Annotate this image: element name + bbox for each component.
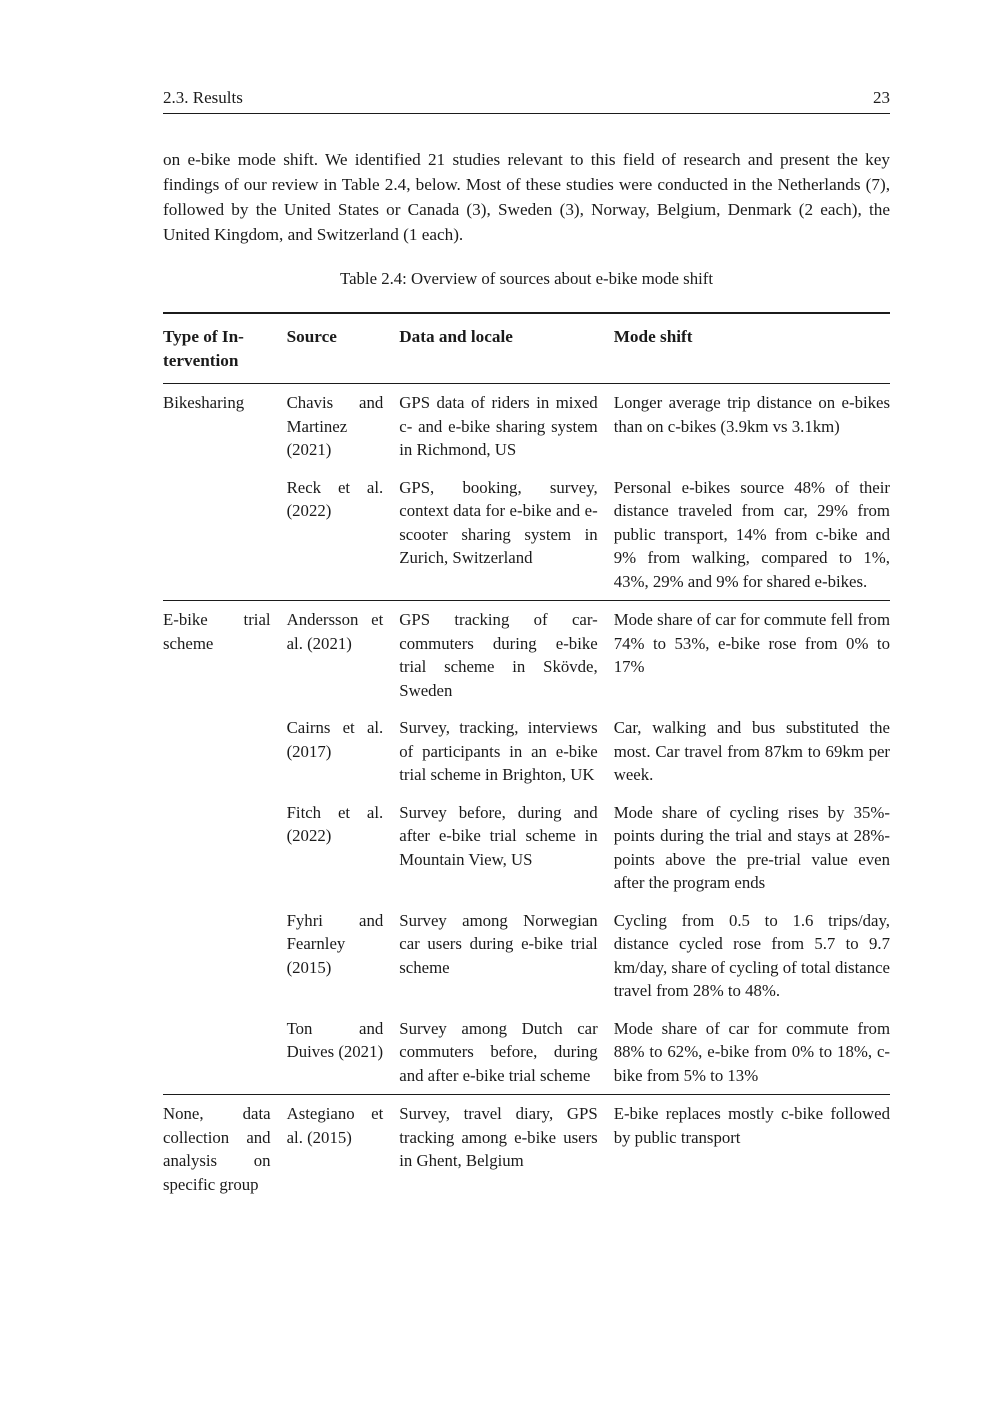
cell-source: Astegiano et al. (2015) — [286, 1104, 384, 1147]
body-paragraph: on e-bike mode shift. We identified 21 studies relevant to this field of research and present the key findings of our review in Table 2.4, below. Most of these studies were conducted in the Netherlands (7), followed by the United States or Canada (3), Sweden (3), Norway, Belgium, Denmark (2 each), the United Kingdom, and Switzerland (1 each). — [163, 150, 890, 244]
cell-source: Andersson et al. (2021) — [286, 610, 384, 653]
cell-data-locale: GPS tracking of car-commuters during e-bike trial scheme in Skövde, Sweden — [399, 610, 598, 700]
header-row — [163, 313, 890, 384]
cell-mode-shift: Longer average trip distance on e-bikes than on c-bikes (3.9km vs 3.1km) — [613, 393, 890, 436]
running-head — [163, 88, 890, 114]
column-header-intervention: Type of In-tervention — [163, 327, 244, 370]
group-none-specific — [163, 1095, 890, 1204]
cell-data-locale: Survey among Norwegian car users during e-bike trial scheme — [399, 910, 598, 977]
section-title: 2.3. Results — [163, 88, 243, 107]
table-row — [163, 601, 890, 710]
table-header — [163, 313, 890, 384]
group-bikesharing — [163, 384, 890, 601]
cell-data-locale: Survey among Dutch car commuters before, during and after e-bike trial scheme — [399, 1018, 598, 1085]
column-header-data-locale: Data and locale — [399, 327, 513, 346]
cell-mode-shift: Mode share of car for commute fell from 74% to 53%, e-bike rose from 0% to 17% — [613, 610, 890, 676]
table-row — [163, 384, 890, 469]
cell-mode-shift: E-bike replaces mostly c-bike followed by public transport — [613, 1104, 890, 1147]
cell-data-locale: Survey, tracking, interviews of participants in an e-bike trial scheme in Brighton, UK — [399, 718, 598, 784]
cell-intervention: None, data collection and analysis on specific group — [163, 1104, 271, 1194]
cell-mode-shift: Personal e-bikes source 48% of their distance traveled from car, 29% from public transport, 14% from c-bike and 9% from walking, compared to 1%, 43%, 29% and 9% for shared e-bikes. — [613, 477, 890, 591]
cell-source: Cairns et al. (2017) — [286, 718, 384, 761]
cell-source: Reck et al. (2022) — [286, 477, 384, 520]
cell-data-locale: Survey before, during and after e-bike trial scheme in Mountain View, US — [399, 802, 598, 869]
sources-table — [163, 312, 890, 1203]
table-row — [163, 1095, 890, 1204]
column-header-mode-shift: Mode shift — [613, 327, 693, 346]
column-header-source: Source — [286, 327, 337, 346]
page-number: 23 — [873, 88, 890, 107]
cell-data-locale: GPS data of riders in mixed c- and e-bike sharing system in Richmond, US — [399, 393, 598, 459]
cell-intervention: E-bike trial scheme — [163, 610, 271, 653]
cell-intervention: Bikesharing — [163, 393, 245, 412]
cell-data-locale: Survey, travel diary, GPS tracking among e-bike users in Ghent, Belgium — [399, 1104, 598, 1170]
cell-source: Fyhri and Fearnley (2015) — [286, 910, 384, 977]
table-caption: Table 2.4: Overview of sources about e-bike mode shift — [339, 269, 714, 288]
cell-source: Chavis and Martinez (2021) — [286, 393, 384, 459]
cell-mode-shift: Cycling from 0.5 to 1.6 trips/day, distance cycled rose from 5.7 to 9.7 km/day, share of cycling of total distance travel from 28% to 48%. — [613, 910, 890, 1000]
cell-mode-shift: Car, walking and bus substituted the most. Car travel from 87km to 69km per week. — [613, 718, 890, 784]
cell-source: Ton and Duives (2021) — [286, 1018, 384, 1061]
cell-mode-shift: Mode share of cycling rises by 35%-points during the trial and stays at 28%-points above the pre-trial value even after the program ends — [613, 802, 890, 892]
cell-mode-shift: Mode share of car for commute from 88% to 62%, e-bike from 0% to 18%, c-bike from 5% to 13% — [613, 1018, 890, 1085]
group-ebike-trial-scheme — [163, 601, 890, 1095]
cell-data-locale: GPS, booking, survey, context data for e-bike and e-scooter sharing system in Zurich, Switzerland — [399, 477, 598, 567]
cell-source: Fitch et al. (2022) — [286, 802, 384, 845]
